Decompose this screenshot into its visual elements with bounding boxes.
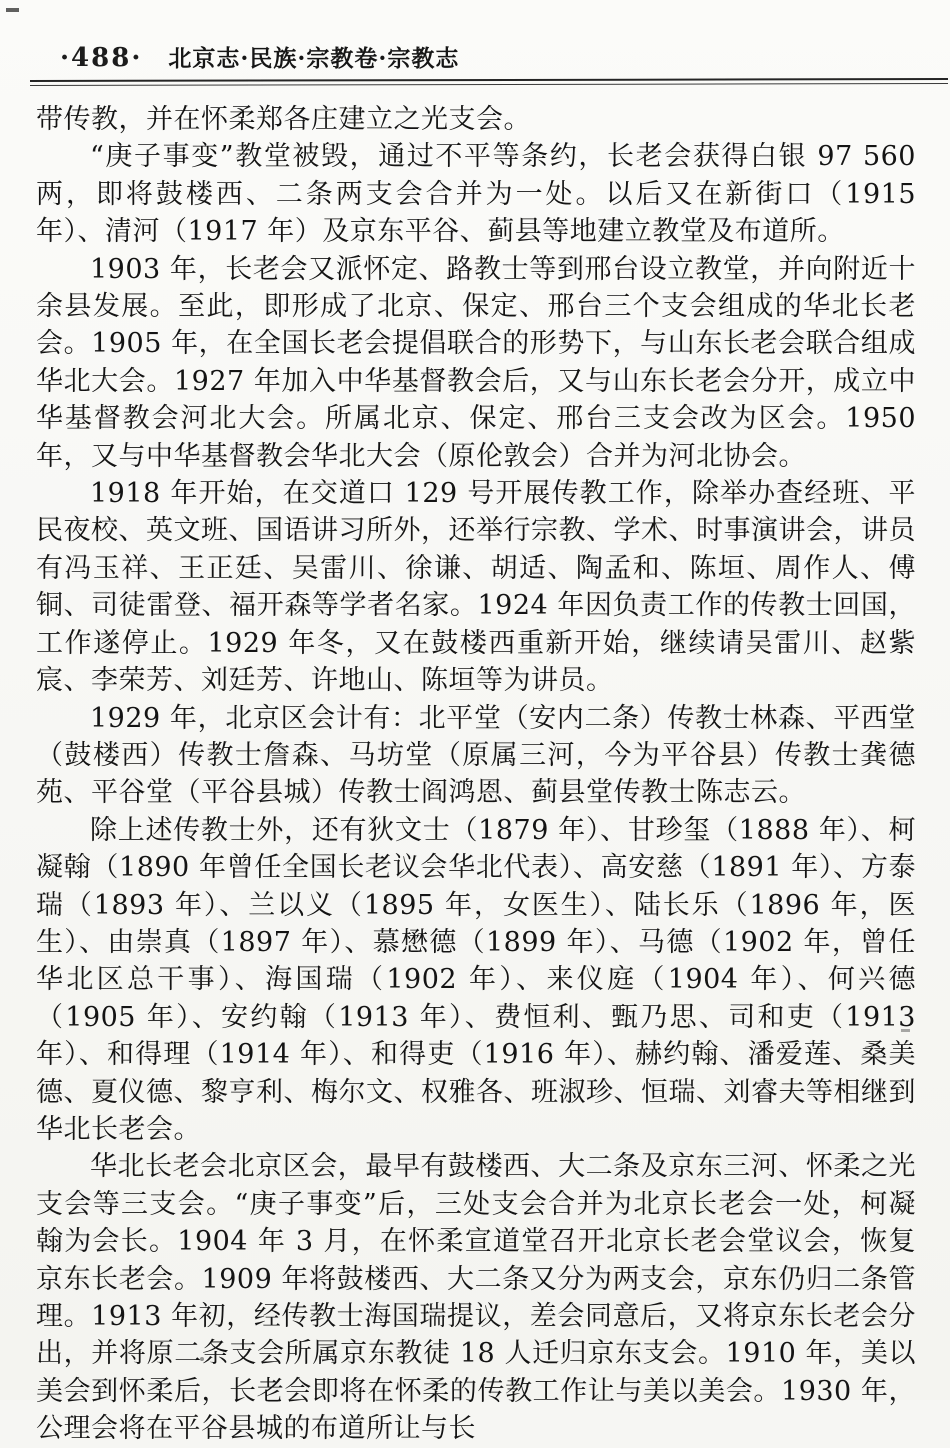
book-title: 北京志·民族·宗教卷·宗教志: [168, 45, 460, 72]
paragraph: 除上述传教士外，还有狄文士（1879 年）、甘珍玺（1888 年）、柯凝翰（1890 年曾任全国长老议会华北代表）、高安慈（1891 年）、方泰瑞（1893 年）、兰以义（1895 年，女医生）、陆长乐（1896 年，医生）、由崇真（1897 年）、慕懋德（1899 年）、马德（1902 年，曾任华北区总干事）、海国瑞（1902 年）、来仪庭（1904 年）、何兴德（1905 年）、安约翰（1913 年）、费恒利、甄乃思、司和吏（1913 年）、和得理（1914 年）、和得吏（1916 年）、赫约翰、潘爱莲、桑美德、夏仪德、黎亨利、梅尔文、权雅各、班淑珍、恒瑞、刘睿夫等相继到华北长老会。: [36, 814, 916, 1145]
paragraph: 1918 年开始，在交道口 129 号开展传教工作，除举办查经班、平民夜校、英文班、国语讲习所外，还举行宗教、学术、时事演讲会，讲员有冯玉祥、王正廷、吴雷川、徐谦、胡适、陶孟和、陈垣、周作人、傅铜、司徒雷登、福开森等学者名家。1924 年因负责工作的传教士回国，工作遂停止。1929 年冬，又在鼓楼西重新开始，继续请吴雷川、赵紫宸、李荣芳、刘廷芳、许地山、陈垣等为讲员。: [36, 478, 916, 697]
page-number: ·488·: [60, 43, 143, 73]
paragraph: 1929 年，北京区会计有：北平堂（安内二条）传教士林森、平西堂（鼓楼西）传教士詹森、马坊堂（原属三河，今为平谷县）传教士龚德苑、平谷堂（平谷县城）传教士阎鸿恩、蓟县堂传教士陈志云。: [36, 702, 916, 809]
body-text: [36, 101, 916, 1448]
paragraph: 1903 年，长老会又派怀定、路教士等到邢台设立教堂，并向附近十余县发展。至此，即形成了北京、保定、邢台三个支会组成的华北长老会。1905 年，在全国长老会提倡联合的形势下，与山东长老会联合组成华北大会。1927 年加入中华基督教会后，又与山东长老会分开，成立中华基督教会河北大会。所属北京、保定、邢台三支会改为区会。1950 年，又与中华基督教会华北大会（原伦敦会）合并为河北协会。: [36, 253, 916, 472]
paragraph: 华北长老会北京区会，最早有鼓楼西、大二条及京东三河、怀柔之光支会等三支会。“庚子事变”后，三处支会合并为北京长老会一处，柯凝翰为会长。1904 年 3 月，在怀柔宣道堂召开北京长老会堂议会，恢复京东长老会。1909 年将鼓楼西、大二条又分为两支会，京东仍归二条管理。1913 年初，经传教士海国瑞提议，差会同意后，又将京东长老会分出，并将原二条支会所属京东教徒 18 人迁归京东支会。1910 年，美以美会到怀柔后，长老会即将在怀柔的传教工作让与美以美会。1930 年，公理会将在平谷县城的布道所让与长: [36, 1151, 916, 1445]
page-header: [60, 40, 910, 73]
scan-artifact: [6, 8, 19, 12]
paragraph: 带传教，并在怀柔郑各庄建立之光支会。: [36, 104, 531, 135]
header-divider-rule: [30, 78, 948, 86]
paragraph: “庚子事变”教堂被毁，通过不平等条约，长老会获得白银 97 560 两，即将鼓楼西、二条两支会合并为一处。以后又在新街口（1915 年）、清河（1917 年）及京东平谷、蓟县等地建立教堂及布道所。: [36, 141, 916, 248]
